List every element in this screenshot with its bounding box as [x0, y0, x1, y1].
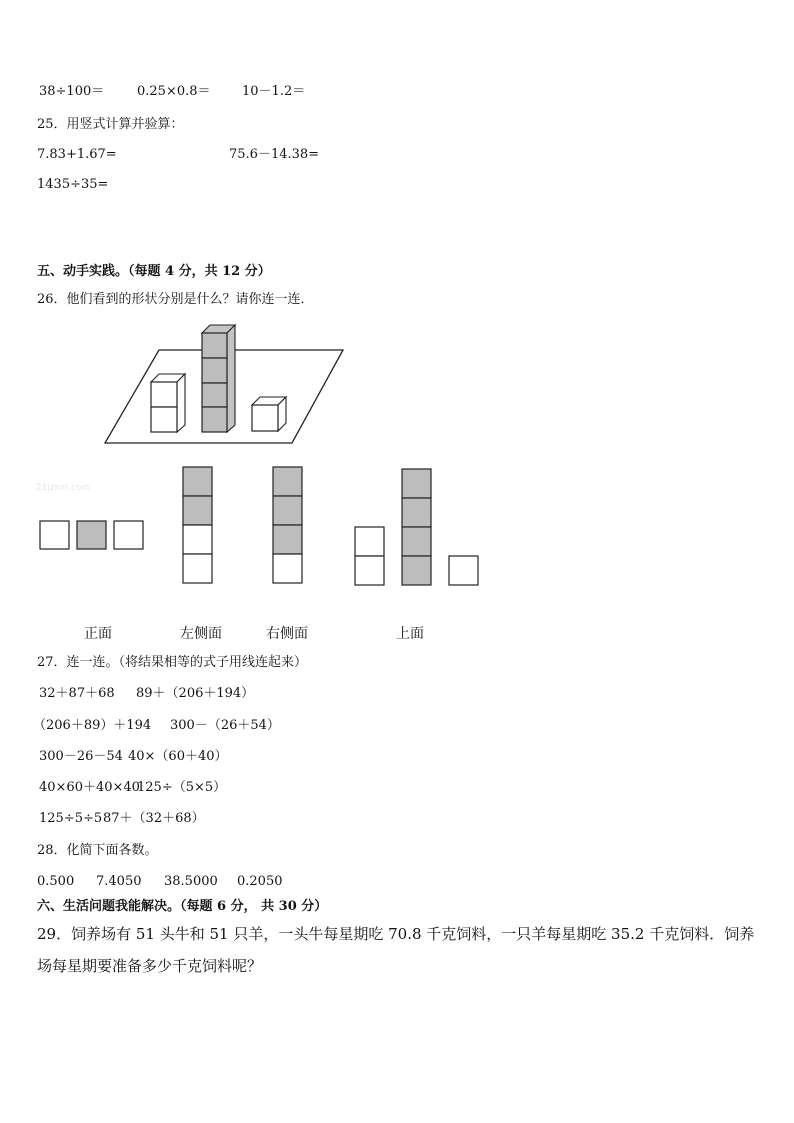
q27-title: 27．连一连。（将结果相等的式子用线连起来）	[37, 655, 308, 670]
watermark-text: 21jzsm.com	[36, 483, 91, 493]
q27-left-5: 125÷5÷5	[39, 811, 103, 826]
cube-stack-middle	[202, 325, 235, 432]
q29-line-2: 场每星期要准备多少千克饲料呢？	[37, 957, 263, 975]
view-option-row	[40, 521, 143, 549]
q27-left-4: 40×60＋40×40	[39, 780, 140, 795]
q28-number-4: 0.2050	[237, 874, 283, 889]
q28-number-1: 0.500	[37, 874, 75, 889]
section6-title: 六、生活问题我能解决。（每题 6 分， 共 30 分）	[37, 899, 328, 914]
q28-number-3: 38.5000	[164, 874, 218, 889]
cube-single-right	[252, 397, 286, 431]
q27-left-1: 32＋87＋68	[39, 686, 115, 701]
q27-left-2: （206＋89）＋194	[33, 718, 152, 733]
q28-number-2: 7.4050	[96, 874, 142, 889]
calc-item-1: 38÷100＝	[39, 84, 105, 99]
section5-title: 五、动手实践。（每题 4 分，共 12 分）	[37, 264, 271, 279]
q27-right-2: 300－（26＋54）	[170, 718, 280, 733]
view-label-front: 正面	[84, 626, 112, 642]
q25-item-2: 75.6－14.38=	[229, 147, 320, 162]
calc-item-3: 10－1.2＝	[242, 84, 306, 99]
view-option-column-b	[273, 467, 302, 583]
view-option-column-a	[183, 467, 212, 583]
q26-title: 26．他们看到的形状分别是什么？请你连一连．	[37, 292, 314, 307]
q27-right-4: 125÷（5×5）	[137, 780, 227, 795]
q27-left-3: 300－26－54	[39, 749, 123, 764]
view-option-side	[355, 469, 478, 585]
q28-title: 28．化简下面各数。	[37, 843, 158, 858]
view-label-top: 上面	[396, 626, 424, 642]
view-label-left: 左侧面	[180, 626, 222, 642]
q27-right-1: 89＋（206＋194）	[136, 686, 255, 701]
view-label-right: 右侧面	[266, 626, 308, 642]
q29-line-1: 29．饲养场有 51 头牛和 51 只羊，一头牛每星期吃 70.8 千克饲料，一只羊每星期吃 35.2 千克饲料．饲养	[37, 925, 755, 943]
q25-item-1: 7.83+1.67=	[37, 147, 117, 162]
calc-item-2: 0.25×0.8＝	[137, 84, 211, 99]
cube-stack-left	[151, 374, 185, 432]
q25-title: 25．用竖式计算并验算：	[37, 117, 184, 132]
q27-right-5: 87＋（32＋68）	[103, 811, 205, 826]
q25-item-3: 1435÷35=	[37, 177, 109, 192]
q27-right-3: 40×（60＋40）	[128, 749, 228, 764]
